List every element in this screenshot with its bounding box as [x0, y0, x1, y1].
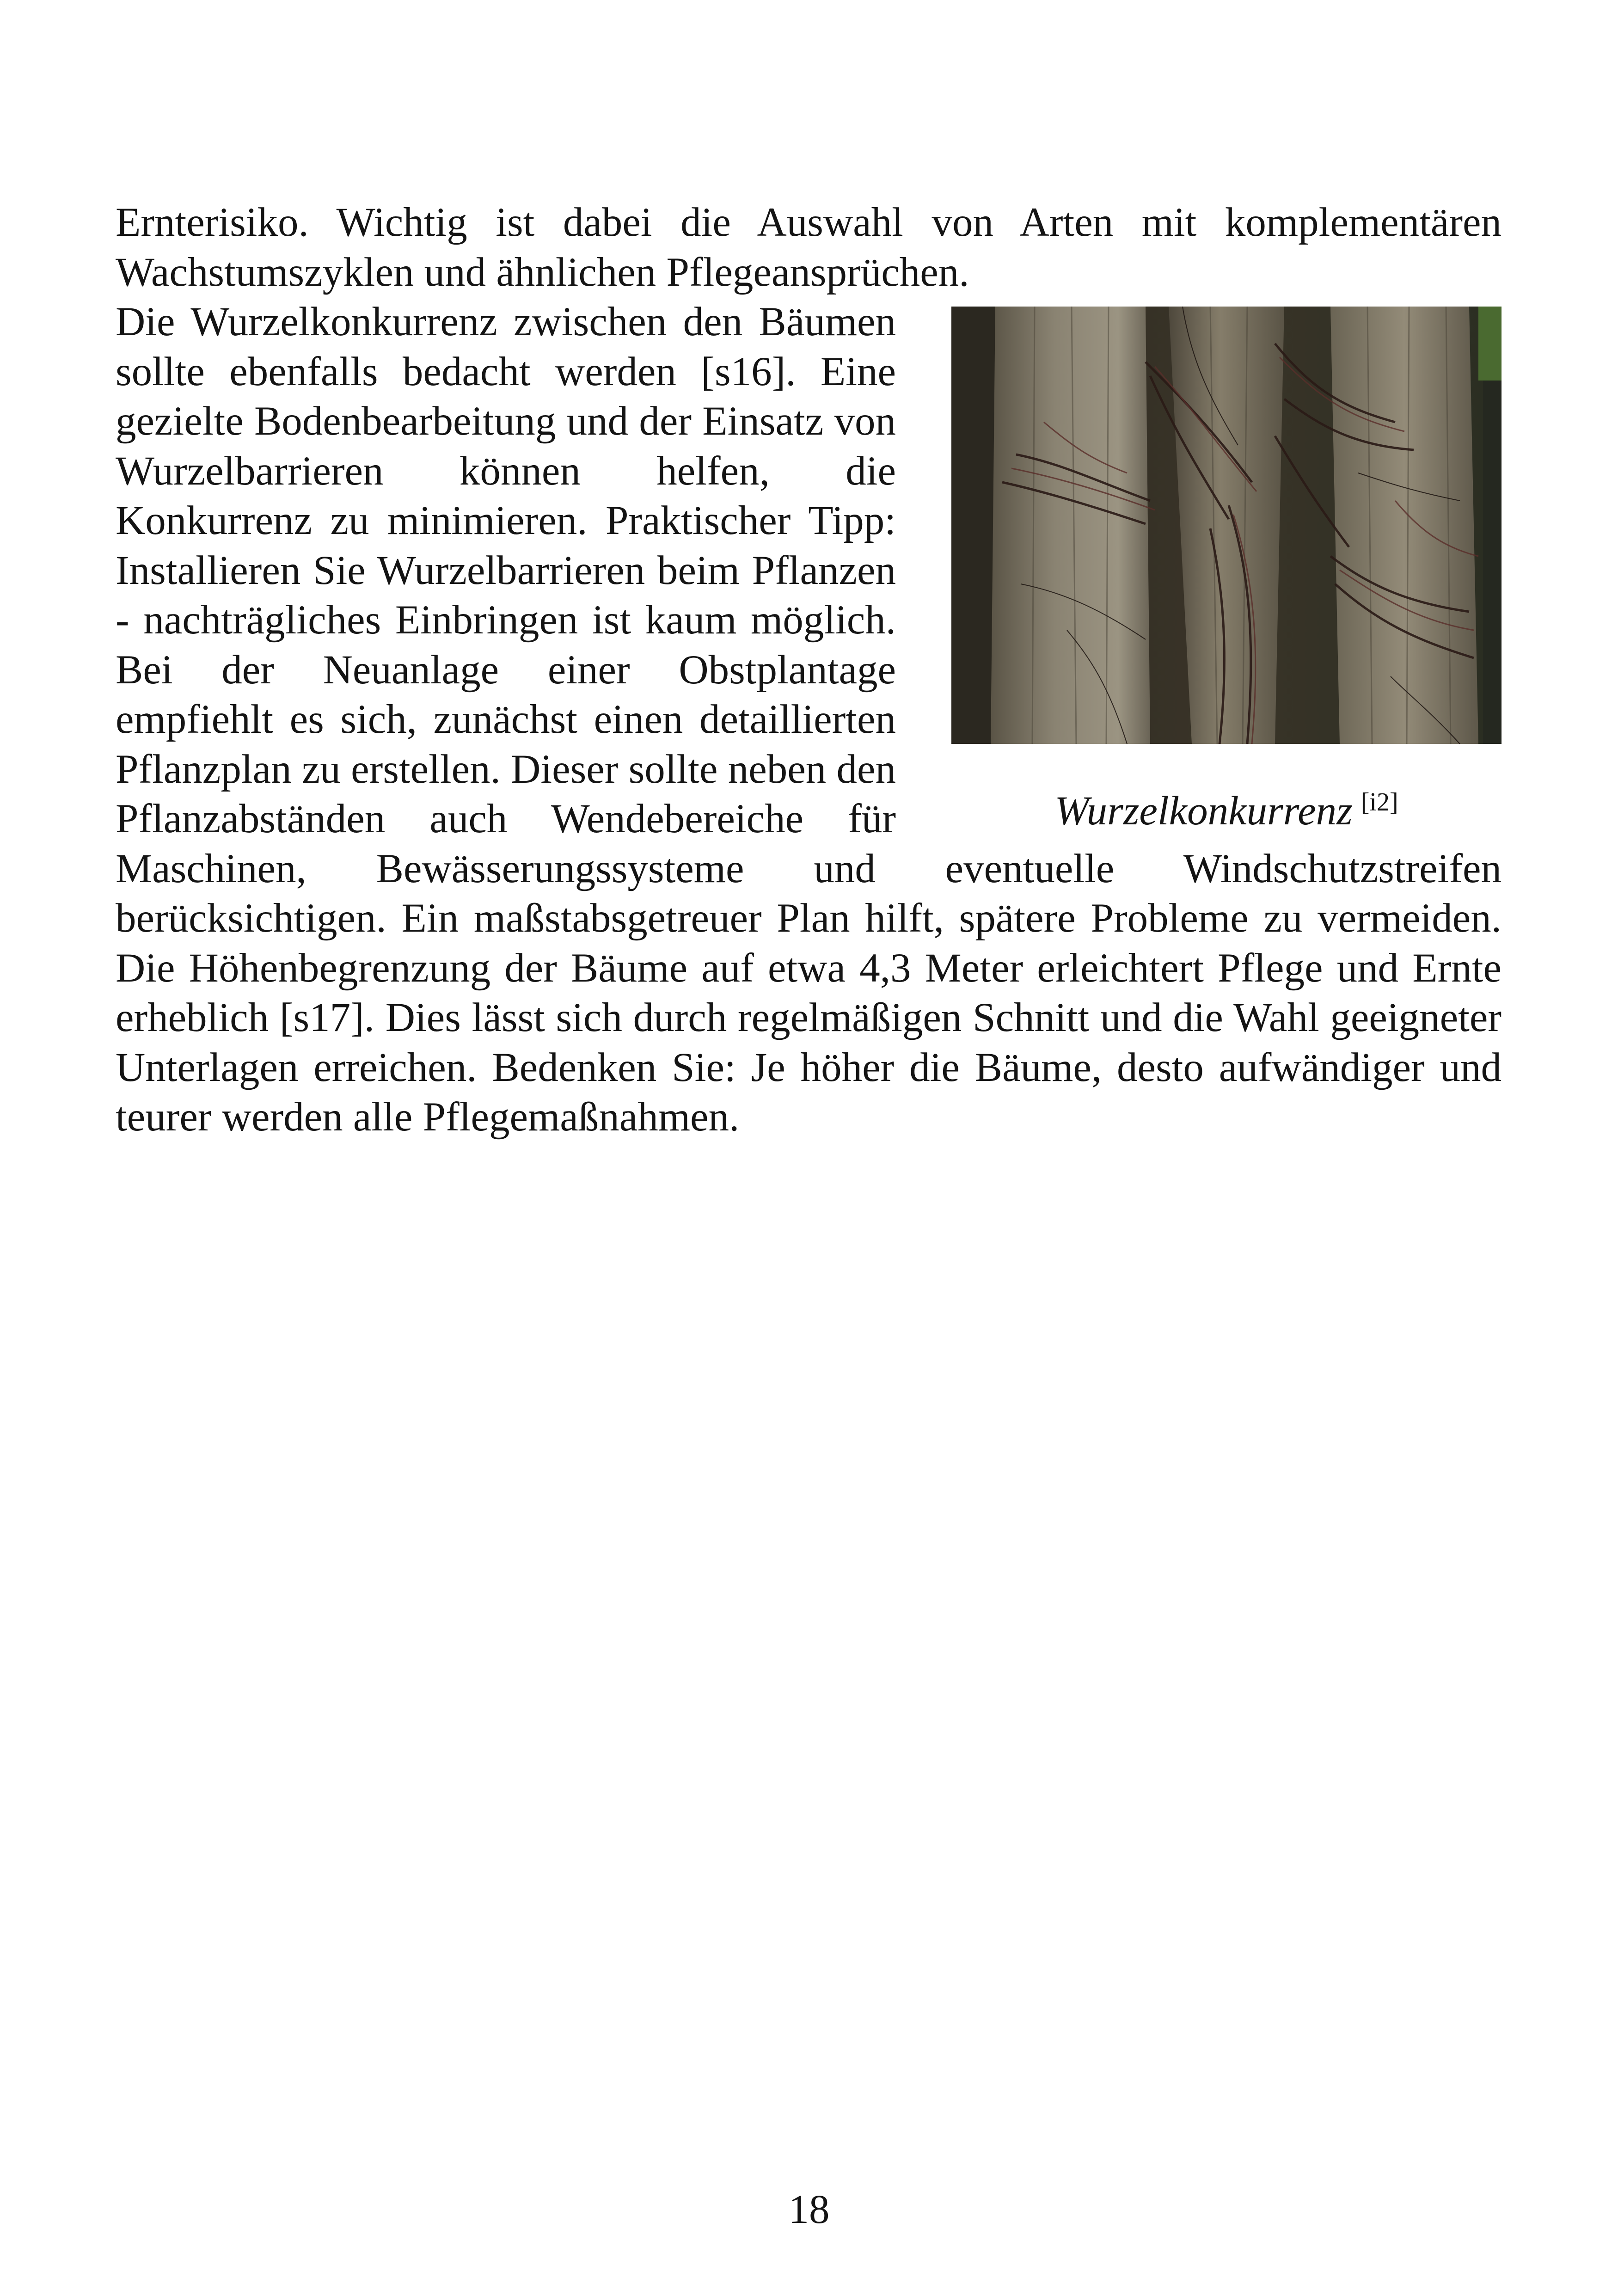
page-number: 18: [788, 2187, 830, 2232]
tree-roots-photo: [951, 307, 1502, 744]
caption-reference: [i2]: [1361, 788, 1398, 816]
caption-text: Wurzelkonkurrenz: [1054, 788, 1353, 834]
paragraph-1: Ernterisiko. Wichtig ist dabei die Auswahl von Arten mit komplementären Wachstumszyklen und ähnlichen Pflegeansprüchen.: [116, 200, 1502, 295]
paragraph-2: Die Wurzelkonkurrenz zwischen den Bäumen sollte ebenfalls bedacht werden [s16]. Eine gezielte Bodenbearbeitung und der Einsatz von Wurzelbarrieren können helfen, die Konkurrenz zu minimieren. Praktischer Tipp: Installieren Sie Wurzelbarrieren beim Pflanzen - nachträgliches Einbringen ist kaum möglich. Bei der Neuanlage einer Obstplantage empfiehlt es sich, zunächst einen detaillierten Pflanzplan zu erstellen. Dieser sollte neben den Pflanzabständen auch Wendebereiche für Maschinen, Bewässerungssysteme und eventuelle Windschutzstreifen berücksichtigen. Ein maßstabsgetreuer Plan hilft, spätere Probleme zu vermeiden. Die Höhenbegrenzung der Bäume auf etwa 4,3 Meter erleichtert Pflege und Ernte erheblich [s17]. Dies lässt sich durch regelmäßigen Schnitt und die Wahl geeigneter Unterlagen erreichen. Bedenken Sie: Je höher die Bäume, desto aufwändiger und teurer werden alle Pflegemaßnahmen.: [116, 299, 1502, 1140]
figure-caption: [951, 786, 1502, 836]
text-body: [116, 198, 1502, 1142]
figure-root-competition: [951, 307, 1502, 836]
